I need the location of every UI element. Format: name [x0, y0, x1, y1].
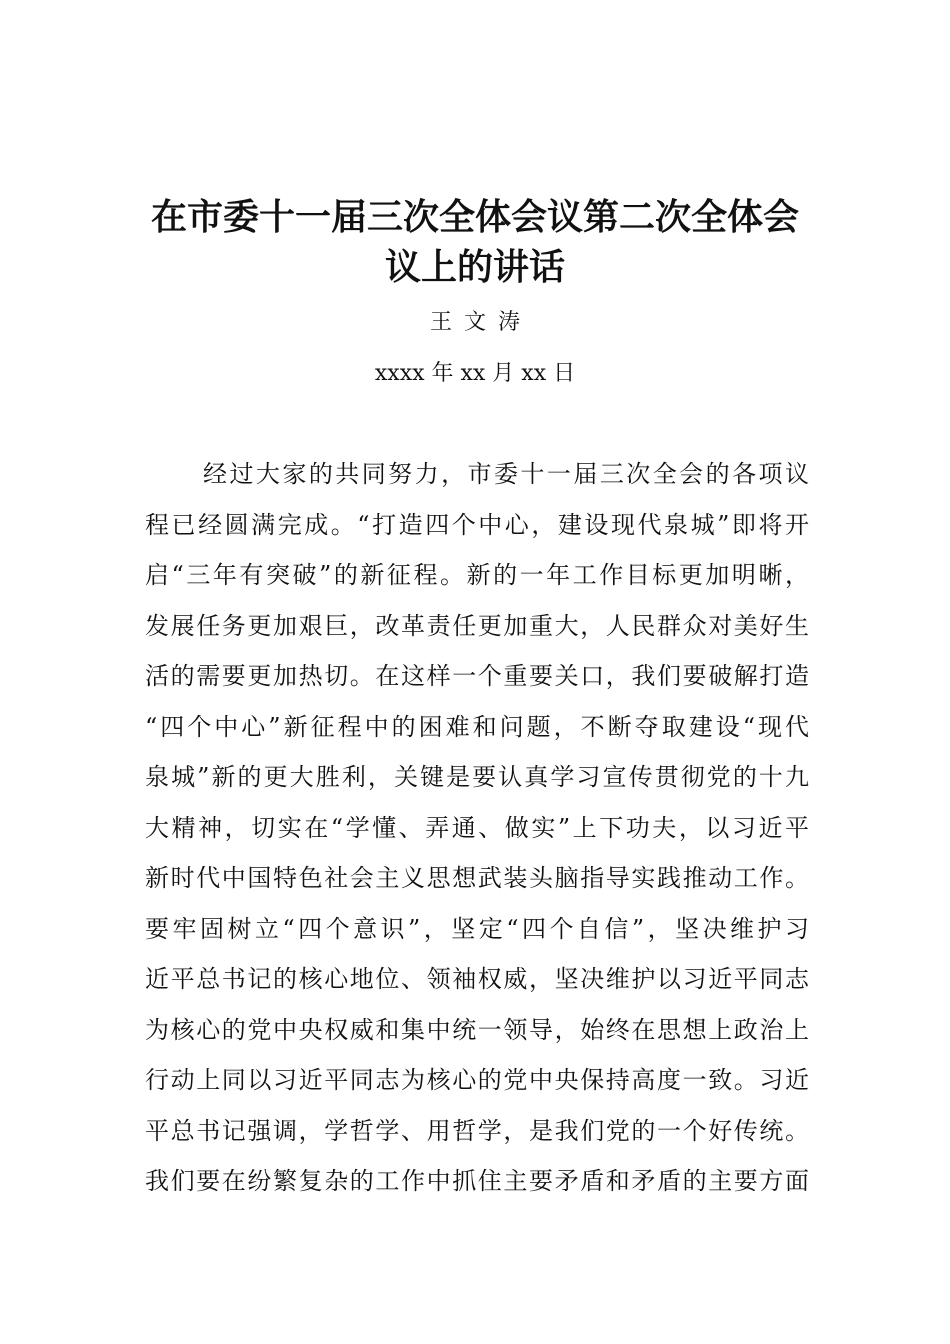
body-line: 要牢固树立“四个意识”，坚定“四个自信”，坚决维护习	[145, 914, 809, 943]
author-name: 王文涛	[429, 310, 532, 335]
body-line: 活的需要更加热切。在这样一个重要关口，我们要破解打造	[145, 662, 809, 690]
speech-date: xxxx 年 xx 月 xx 日	[374, 361, 576, 386]
title-line-2: 议上的讲话	[384, 246, 565, 288]
body-line: 为核心的党中央权威和集中统一领导，始终在思想上政治上	[145, 1015, 809, 1044]
body-line: 发展任务更加艰巨，改革责任更加重大，人民群众对美好生	[145, 611, 809, 640]
body-line: 泉城”新的更大胜利，关键是要认真学习宣传贯彻党的十九	[145, 763, 809, 791]
body-paragraph	[145, 449, 809, 1194]
title-line-1: 在市委十一届三次全体会议第二次全体会	[150, 196, 799, 238]
body-line: 新时代中国特色社会主义思想武装头脑指导实践推动工作。	[145, 864, 809, 892]
body-line: 程已经圆满完成。“打造四个中心，建设现代泉城”即将开	[145, 510, 809, 539]
body-line: 启“三年有突破”的新征程。新的一年工作目标更加明晰，	[145, 561, 809, 589]
body-line: 我们要在纷繁复杂的工作中抓住主要矛盾和矛盾的主要方面	[145, 1167, 809, 1194]
body-line: 大精神，切实在“学懂、弄通、做实”上下功夫，以习近平	[145, 813, 809, 842]
document-title	[140, 192, 810, 292]
body-line: 近平总书记的核心地位、领袖权威，坚决维护以习近平同志	[145, 965, 809, 993]
body-line: “四个中心”新征程中的困难和问题，不断夺取建设“现代	[145, 712, 809, 741]
body-line: 平总书记强调，学哲学、用哲学，是我们党的一个好传统。	[145, 1116, 809, 1145]
body-line: 经过大家的共同努力，市委十一届三次全会的各项议	[203, 460, 809, 488]
body-line: 行动上同以习近平同志为核心的党中央保持高度一致。习近	[145, 1066, 809, 1094]
